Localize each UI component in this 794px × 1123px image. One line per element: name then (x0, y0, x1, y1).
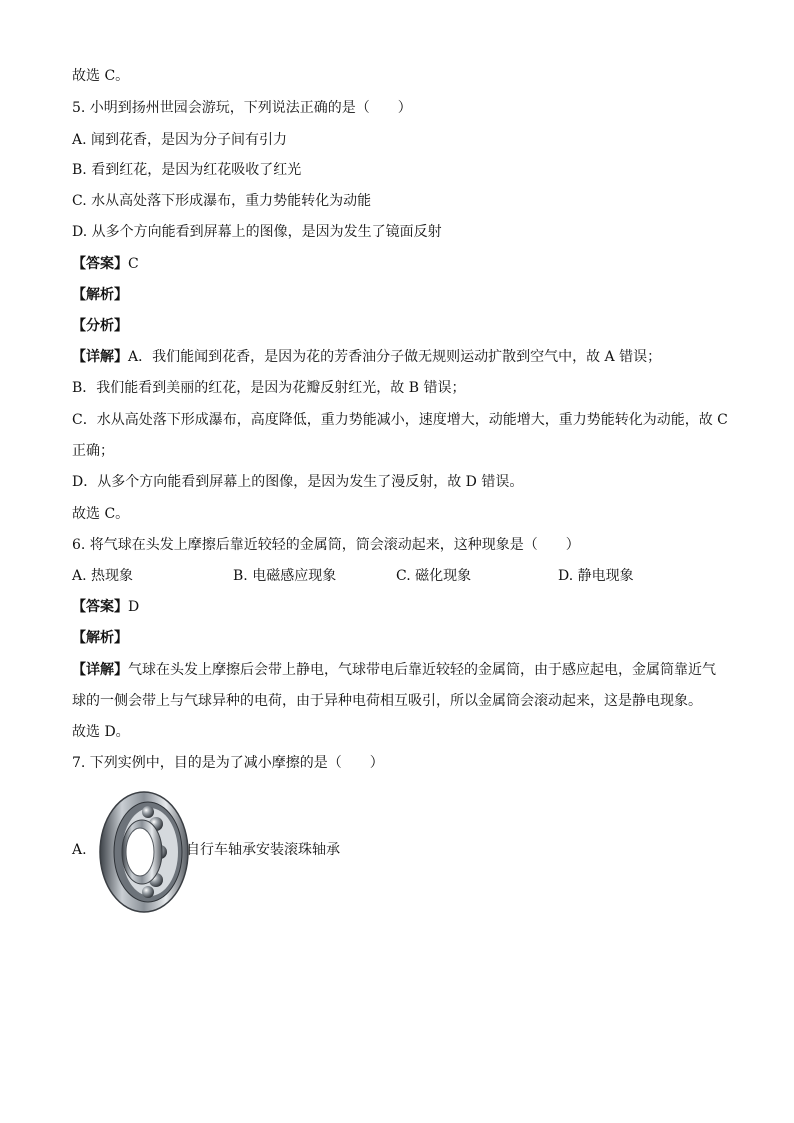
q5-answer (72, 254, 139, 274)
q6-detail-line2: 球的一侧会带上与气球异种的电荷，由于异种电荷相互吸引，所以金属筒会滚动起来，这是静电现象。 (72, 693, 702, 709)
q5-detail-b: B．我们能看到美丽的红花，是因为花瓣反射红光，故 B 错误； (72, 380, 466, 396)
q7-option-a-caption: 自行车轴承安装滚珠轴承 (186, 842, 340, 858)
q7-option-a-letter: A. (72, 842, 87, 858)
answer-value: D (128, 599, 140, 615)
conclusion-q5: 故选 C。 (72, 506, 130, 522)
question-7: 7. 下列实例中，目的是为了减小摩擦的是（ ） (72, 755, 384, 771)
question-6: 6. 将气球在头发上摩擦后靠近较轻的金属筒，筒会滚动起来，这种现象是（ ） (72, 537, 580, 553)
q6-option-c: C. 磁化现象 (396, 568, 472, 584)
q5-option-d: D. 从多个方向能看到屏幕上的图像，是因为发生了镜面反射 (72, 224, 442, 240)
q5-option-b: B. 看到红花，是因为红花吸收了红光 (72, 162, 302, 178)
ball-bearing-image (96, 788, 192, 916)
q6-detail-line1 (72, 660, 716, 680)
q5-option-a: A. 闻到花香，是因为分子间有引力 (72, 132, 288, 148)
q6-option-b: B. 电磁感应现象 (233, 568, 337, 584)
conclusion-q6: 故选 D。 (72, 724, 130, 740)
q6-option-d: D. 静电现象 (558, 568, 634, 584)
detail-label: 【详解】 (72, 662, 128, 678)
q5-analysis-heading: 【解析】 (72, 287, 128, 303)
q5-option-c: C. 水从高处落下形成瀑布，重力势能转化为动能 (72, 193, 372, 209)
detail-text: 气球在头发上摩擦后会带上静电，气球带电后靠近较轻的金属筒，由于感应起电，金属筒靠近气 (128, 662, 716, 678)
q5-detail-c-line1: C．水从高处落下形成瀑布，高度降低，重力势能减小，速度增大，动能增大，重力势能转化为动能，故 C (72, 412, 728, 428)
detail-label: 【详解】 (72, 349, 128, 365)
q7-option-a (72, 788, 492, 918)
q5-detail-d: D．从多个方向能看到屏幕上的图像，是因为发生了漫反射，故 D 错误。 (72, 474, 524, 490)
answer-label: 【答案】 (72, 256, 128, 272)
detail-text: A．我们能闻到花香，是因为花的芳香油分子做无规则运动扩散到空气中，故 A 错误； (128, 349, 662, 365)
q6-answer (72, 597, 139, 617)
q6-option-a: A. 热现象 (72, 568, 134, 584)
q6-analysis-heading: 【解析】 (72, 630, 128, 646)
answer-value: C (128, 256, 139, 272)
answer-label: 【答案】 (72, 599, 128, 615)
question-5: 5. 小明到扬州世园会游玩，下列说法正确的是（ ） (72, 100, 412, 116)
q5-detail-a (72, 347, 661, 367)
q5-detail-c-line2: 正确； (72, 443, 114, 459)
q5-fenxi-heading: 【分析】 (72, 318, 128, 334)
conclusion-q4: 故选 C。 (72, 68, 130, 84)
